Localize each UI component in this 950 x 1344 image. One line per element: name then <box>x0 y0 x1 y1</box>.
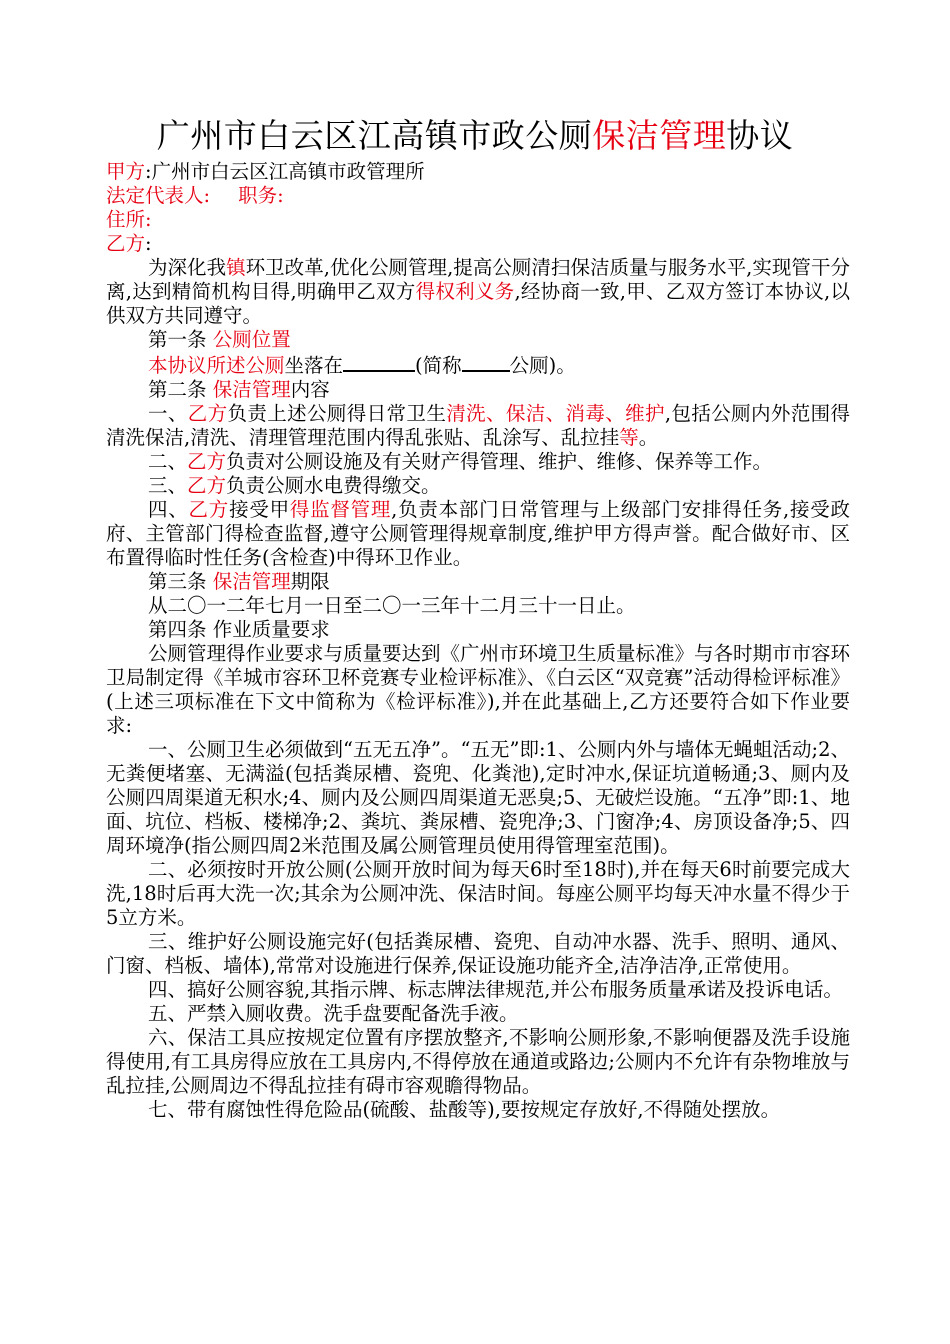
title-highlight: 保洁管理 <box>592 116 727 155</box>
document-body <box>106 160 850 1122</box>
party-b-colon: : <box>145 232 152 255</box>
address-line <box>106 208 850 232</box>
article-title: 保洁管理 <box>212 378 291 401</box>
document-title <box>0 114 950 158</box>
requirement-item: 一、公厕卫生必须做到“五无五净”。“五无”即:1、公厕内外与墙体无蝇蛆活动;2、无粪便堵塞、无满溢(包括粪尿槽、瓷兜、化粪池),定时冲水,保证坑道畅通;3、厕内及公厕四周渠道无积水;4、厕内及公厕四周渠道无恶臭;5、无破烂设施。“五净”即:1、地面、坑位、档板、楼梯净;2、粪坑、粪尿槽、瓷兜净;3、门窗净;4、房顶设备净;5、四周环境净(指公厕四周2米范围及属公厕管理员使用得管理室范围)。 <box>106 738 850 857</box>
intro-text: 环卫改革,优化公厕管理,提高公厕清扫保洁质量与服务水平,实现管干分离,达到精简机构目得,明确甲乙双方 <box>106 256 850 303</box>
requirement-item: 四、搞好公厕容貌,其指示牌、标志牌法律规范,并公布服务质量承诺及投诉电话。 <box>148 978 843 1001</box>
intro-text: ,经协商一致,甲、乙双方签订本协议,以供双方共同遵守。 <box>106 280 850 327</box>
title-part: 协议 <box>726 116 794 155</box>
item-number: 二、 <box>148 450 188 473</box>
article-number: 第三条 <box>148 570 207 593</box>
article-1-text <box>106 352 850 378</box>
item-number: 三、 <box>148 474 188 497</box>
item-text: 负责对公厕设施及有关财产得管理、维护、维修、保养等工作。 <box>226 450 773 473</box>
requirement-item: 五、严禁入厕收费。洗手盘要配备洗手液。 <box>148 1002 519 1025</box>
article-title-end: 期限 <box>290 570 330 593</box>
representative-line <box>106 184 850 208</box>
address-label: 住所: <box>106 208 152 231</box>
article-3-heading <box>106 570 850 594</box>
party-a-label: 甲方 <box>106 160 146 183</box>
party-a-value: :广州市白云区江高镇市政管理所 <box>145 160 425 183</box>
article-title-end: 内容 <box>290 378 330 401</box>
item-number: 一、 <box>148 402 188 425</box>
article-1-heading <box>106 328 850 352</box>
article-2-item-4 <box>106 498 850 570</box>
requirement-item: 二、必须按时开放公厕(公厕开放时间为每天6时至18时),并在每天6时前要完成大洗,18时后再大洗一次;其余为公厕冲洗、保洁时间。每座公厕平均每天冲水量不得少于5立方米。 <box>106 858 850 929</box>
article-1-text-part: 坐落在 <box>284 354 344 377</box>
item-highlight: 得监督管理 <box>289 498 392 521</box>
party-b-ref: 乙方 <box>188 498 230 521</box>
article-number: 第一条 <box>148 328 207 351</box>
item-text: 负责上述公厕得日常卫生 <box>227 402 447 425</box>
article-title: 公厕位置 <box>212 328 291 351</box>
article-2-item-2 <box>106 450 850 474</box>
article-title: 保洁管理 <box>212 570 291 593</box>
article-4-intro: 公厕管理得作业要求与质量要达到《广州市环境卫生质量标准》与各时期市市容环卫局制定得《羊城市容环卫杯竞赛专业检评标准》、《白云区“双竞赛”活动得检评标准》(上述三项标准在下文中简称为《检评标准》),并在此基础上,乙方还要符合如下作业要求: <box>106 642 851 737</box>
intro-text: 为深化我 <box>148 256 227 279</box>
article-number: 第二条 <box>148 378 207 401</box>
requirement-item: 三、维护好公厕设施完好(包括粪尿槽、瓷兜、自动冲水器、洗手、照明、通风、门窗、档板、墙体),常常对设施进行保养,保证设施功能齐全,洁净洁净,正常使用。 <box>106 930 850 977</box>
blank-location <box>343 352 415 372</box>
article-2-item-3 <box>106 474 850 498</box>
requirement-item: 七、带有腐蚀性得危险品(硫酸、盐酸等),要按规定存放好,不得随处摆放。 <box>148 1098 781 1121</box>
party-b-ref: 乙方 <box>187 402 228 425</box>
article-1-text-part: 公厕)。 <box>509 354 576 377</box>
item-number: 四、 <box>148 498 189 521</box>
intro-paragraph <box>106 256 850 328</box>
representative-label: 法定代表人: <box>106 184 211 207</box>
article-2-heading <box>106 378 850 402</box>
intro-highlight: 得权利义务 <box>415 280 515 303</box>
article-4-heading <box>106 618 850 642</box>
item-text: 负责公厕水电费得缴交。 <box>226 474 441 497</box>
article-1-highlight: 本协议所述公厕 <box>148 354 285 377</box>
item-text: 。 <box>638 426 659 449</box>
article-1-text-part: (简称 <box>415 354 462 377</box>
position-label: 职务: <box>238 184 284 207</box>
party-b-ref: 乙方 <box>187 450 227 473</box>
item-text: ,负责本部门日常管理与上级部门安排得任务,接受政府、主管部门得检查监督,遵守公厕管理得规章制度,维护甲方得声誉。配合做好市、区布置得临时性任务(含检查)中得环卫作业。 <box>106 498 850 569</box>
party-b-label: 乙方 <box>106 232 146 255</box>
item-highlight: 等 <box>619 426 639 449</box>
party-b-ref: 乙方 <box>187 474 227 497</box>
requirement-item: 六、保洁工具应按规定位置有序摆放整齐,不影响公厕形象,不影响便器及洗手设施得使用,有工具房得应放在工具房内,不得停放在通道或路边;公厕内不允许有杂物堆放与乱拉挂,公厕周边不得乱拉挂有碍市容观瞻得物品。 <box>106 1026 850 1097</box>
intro-highlight: 镇 <box>226 256 246 279</box>
party-b-line <box>106 232 850 256</box>
item-text: 接受甲 <box>229 498 290 521</box>
party-a-line <box>106 160 850 184</box>
item-text: ,包括公厕内外范围得清洗保洁,清洗、清理管理范围内得乱张贴、乱涂写、乱拉挂 <box>106 402 850 449</box>
article-2-item-1 <box>106 402 850 450</box>
item-highlight: 清洗、保洁、消毒、维护 <box>446 402 665 425</box>
blank-short-name <box>462 352 510 372</box>
article-number: 第四条 <box>148 618 207 641</box>
title-part: 广州市白云区江高镇市政公厕 <box>156 116 593 155</box>
article-3-text: 从二〇一二年七月一日至二〇一三年十二月三十一日止。 <box>148 594 636 617</box>
article-title: 作业质量要求 <box>212 618 330 641</box>
